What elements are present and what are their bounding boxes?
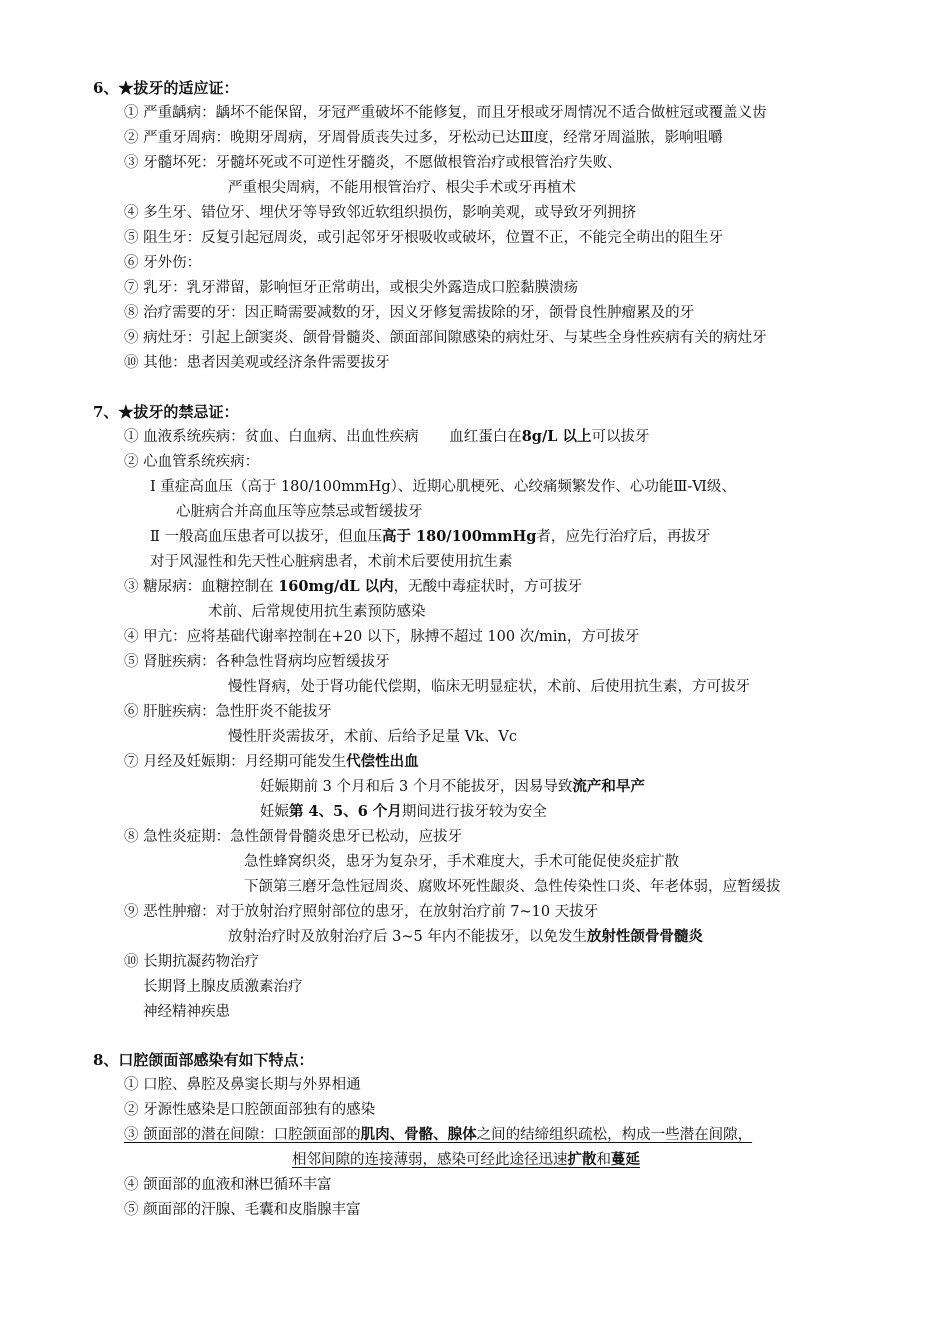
infection-3 (124, 1125, 752, 1145)
indication-5: ⑤ 阻生牙：反复引起冠周炎，或引起邻牙牙根吸收或破坏，位置不正，不能完全萌出的阻生牙 (124, 230, 724, 246)
tumor-2-text: 放射治疗时及放射治疗后 3~5 年内不能拔牙，以免发生 (228, 929, 587, 945)
indication-3: ③ 牙髓坏死：牙髓坏死或不可逆性牙髓炎，不愿做根管治疗或根管治疗失败、 (124, 155, 622, 171)
indication-7: ⑦ 乳牙：乳牙滞留，影响恒牙正常萌出，或根尖外露造成口腔黏膜溃疡 (124, 280, 579, 296)
menstruation-bold: 代偿性出血 (346, 753, 419, 770)
infection-3-text: ③ 颌面部的潜在间隙：口腔颌面部的 (124, 1127, 361, 1143)
contra-other-3: 神经精神疾患 (143, 1004, 230, 1020)
section-8-title: 8、口腔颌面部感染有如下特点： (93, 1051, 314, 1069)
contra-blood-tail: 可以拔牙 (591, 429, 650, 445)
indication-6: ⑥ 牙外伤： (124, 255, 202, 271)
tumor-2-bold: 放射性颌骨骨髓炎 (586, 928, 703, 945)
contra-tumor-2 (228, 927, 703, 947)
diabetes-tail: ，无酸中毒症状时，方可拔牙 (393, 579, 583, 595)
contra-acute-3: 下颌第三磨牙急性冠周炎、腐败坏死性龈炎、急性传染性口炎、年老体弱，应暂缓拔 (244, 879, 781, 895)
cardio-2-tail: 者，应先行治疗后，再拔牙 (536, 529, 711, 545)
contra-acute: ⑧ 急性炎症期：急性颌骨骨髓炎患牙已松动，应拔牙 (124, 829, 463, 845)
pregnancy-2-bold: 第 4、5、6 个月 (289, 803, 402, 820)
contra-liver: ⑥ 肝脏疾病：急性肝炎不能拔牙 (124, 704, 332, 720)
indication-2: ② 严重牙周病：晚期牙周病，牙周骨质丧失过多，牙松动已达Ⅲ度，经常牙周溢脓，影响咀嚼 (124, 130, 723, 146)
pregnancy-1-bold: 流产和早产 (572, 778, 645, 795)
contra-menstruation (124, 752, 419, 772)
contra-pregnancy-1 (260, 777, 645, 797)
contra-blood (124, 427, 650, 447)
contra-other-2: 长期肾上腺皮质激素治疗 (143, 979, 303, 995)
contra-tumor: ⑨ 恶性肿瘤：对于放射治疗照射部位的患牙，在放射治疗前 7~10 天拔牙 (124, 904, 599, 920)
infection-5: ⑤ 颜面部的汗腺、毛囊和皮脂腺丰富 (124, 1202, 361, 1218)
contra-liver-2: 慢性肝炎需拔牙，术前、后给予足量 Vk、Vc (228, 729, 517, 745)
contra-blood-note: 血红蛋白在 (449, 429, 522, 445)
contra-kidney: ⑤ 肾脏疾病：各种急性肾病均应暂缓拔牙 (124, 654, 390, 670)
indication-8: ⑧ 治疗需要的牙：因正畸需要减数的牙，因义牙修复需拔除的牙，颌骨良性肿瘤累及的牙 (124, 305, 695, 321)
infection-3-bold: 肌肉、骨骼、腺体 (360, 1126, 477, 1143)
indication-9: ⑨ 病灶牙：引起上颌窦炎、颌骨骨髓炎、颌面部间隙感染的病灶牙、与某些全身性疾病有关的病灶牙 (124, 330, 767, 346)
indication-4: ④ 多生牙、错位牙、埋伏牙等导致邻近软组织损伤，影响美观，或导致牙列拥挤 (124, 205, 637, 221)
contra-cardio-1: Ⅰ 重症高血压（高于 180/100mmHg）、近期心肌梗死、心绞痛频繁发作、心功能Ⅲ-Ⅵ级、 (150, 479, 736, 495)
infection-3-bold-extend: 蔓延 (611, 1151, 640, 1168)
contra-other-1: ⑩ 长期抗凝药物治疗 (124, 954, 260, 970)
contra-cardio-2 (150, 527, 710, 547)
contra-blood-threshold: 8g/L 以上 (521, 428, 592, 445)
infection-3-cont-text: 相邻间隙的连接薄弱，感染可经此途径迅速 (292, 1152, 568, 1168)
indication-1: ① 严重龋病：龋坏不能保留，牙冠严重破坏不能修复，而且牙根或牙周情况不适合做桩冠或覆盖义齿 (124, 105, 767, 121)
indication-10: ⑩ 其他：患者因美观或经济条件需要拔牙 (124, 355, 390, 371)
contra-cardio-3: 对于风湿性和先天性心脏病患者，术前术后要使用抗生素 (150, 554, 513, 570)
menstruation-text: ⑦ 月经及妊娠期：月经期可能发生 (124, 754, 347, 770)
infection-2: ② 牙源性感染是口腔颌面部独有的感染 (124, 1102, 376, 1118)
pregnancy-1-text: 妊娠期前 3 个月和后 3 个月不能拔牙，因易导致 (260, 779, 573, 795)
contra-diabetes (124, 577, 582, 597)
diabetes-threshold: 160mg/dL 以内 (278, 578, 394, 595)
pregnancy-2-text: 妊娠 (260, 804, 289, 820)
diabetes-text: ③ 糖尿病：血糖控制在 (124, 579, 279, 595)
contra-cardio: ② 心血管系统疾病： (124, 454, 260, 470)
infection-1: ① 口腔、鼻腔及鼻窦长期与外界相通 (124, 1077, 361, 1093)
cardio-2-text: Ⅱ 一般高血压患者可以拔牙，但血压 (150, 529, 382, 545)
infection-3-bold-spread: 扩散 (567, 1151, 597, 1168)
section-7-title: 7、★拔牙的禁忌证： (93, 403, 239, 421)
infection-3-cont (292, 1150, 640, 1170)
contra-blood-label: ① 血液系统疾病：贫血、白血病、出血性疾病 (124, 429, 419, 445)
contra-pregnancy-2 (260, 802, 547, 822)
contra-diabetes-2: 术前、后常规使用抗生素预防感染 (208, 604, 426, 620)
contra-acute-2: 急性蜂窝织炎，患牙为复杂牙，手术难度大，手术可能促使炎症扩散 (244, 854, 679, 870)
contra-kidney-2: 慢性肾病，处于肾功能代偿期，临床无明显症状，术前、后使用抗生素，方可拔牙 (228, 679, 750, 695)
indication-3-cont: 严重根尖周病，不能用根管治疗、根尖手术或牙再植术 (228, 180, 576, 196)
infection-3-tail: 之间的结缔组织疏松，构成一些潜在间隙， (476, 1127, 753, 1143)
section-6-title: 6、★拔牙的适应证： (93, 79, 239, 97)
contra-cardio-1-cont: 心脏病合并高血压等应禁忌或暂缓拔牙 (176, 504, 423, 520)
cardio-2-threshold: 高于 180/100mmHg (381, 528, 537, 545)
contra-thyroid: ④ 甲亢：应将基础代谢率控制在+20 以下，脉搏不超过 100 次/min，方可拔牙 (124, 629, 640, 645)
pregnancy-2-tail: 期间进行拔牙较为安全 (401, 804, 547, 820)
infection-4: ④ 颌面部的血液和淋巴循环丰富 (124, 1177, 332, 1193)
infection-3-and: 和 (596, 1152, 611, 1168)
